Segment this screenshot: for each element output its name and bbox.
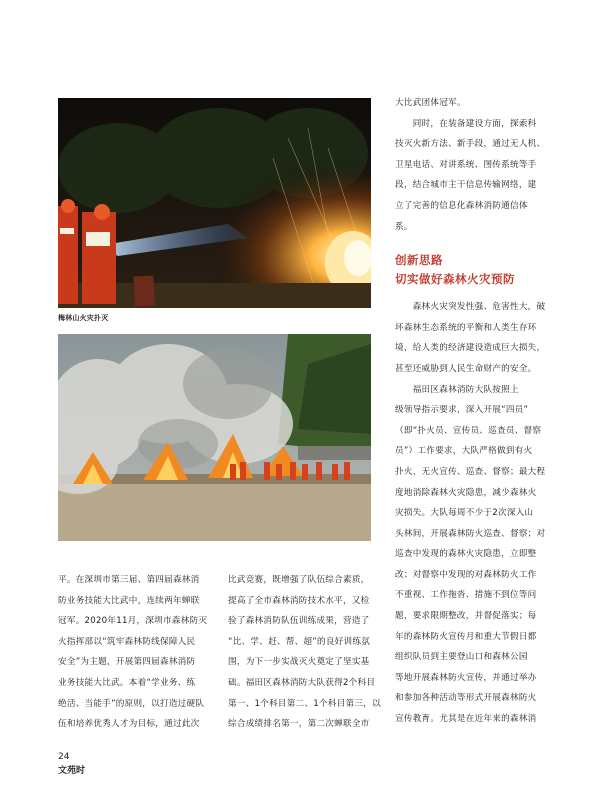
text-line: 大比武团体冠军。: [395, 98, 466, 108]
text-line: 冠军。2020年11月，深圳市森林防灭: [58, 616, 208, 627]
text-line: 和参加各种活动等形式开展森林防火: [395, 693, 537, 704]
text-line: 系。: [395, 221, 413, 232]
text-line: 组织队员到主要登山口和森林公园: [395, 652, 528, 663]
text-line: 平。在深圳市第三届、第四届森林消: [58, 575, 200, 585]
text-line: 综合成绩排名第一，第二次蝉联全市: [228, 719, 370, 730]
forest-fire-drill-photo: [58, 334, 371, 541]
section-heading-line: 创新思路: [395, 253, 443, 268]
magazine-logo: 文苑时: [58, 766, 86, 776]
text-line: 灾损失。大队每周不少于2次深入山: [395, 508, 534, 519]
photo-caption: 梅林山火灾扑灭: [58, 314, 109, 322]
text-line: 业务技能大比武。本着“学业务、练: [58, 677, 196, 688]
text-line: 段，结合城市主干信息传输网络，建: [395, 180, 537, 191]
text-line: 年的森林防火宣传月和重大节假日都: [395, 631, 537, 642]
text-line: 度地消除森林火灾隐患，减少森林火: [395, 487, 537, 498]
text-line: 宣传教育。尤其是在近年来的森林消: [395, 714, 537, 725]
text-line: 巡查中发现的森林火灾隐患，立即整: [395, 549, 537, 560]
text-line: 福田区森林消防大队按照上: [395, 384, 519, 395]
firefighting-night-photo: [58, 98, 371, 308]
text-line: 防业务技能大比武中，连续两年蝉联: [58, 595, 200, 606]
text-line: 安全”为主题，开展第四届森林消防: [58, 657, 196, 668]
text-line: 验了森林消防队伍训练成果，营造了: [228, 616, 370, 627]
text-line: 础。福田区森林消防大队获得2个科目: [228, 677, 376, 688]
text-line: 员”）工作要求，大队严格做到有火: [395, 446, 533, 457]
text-line: 火指挥部以“筑牢森林防线保障人民: [58, 636, 196, 647]
text-line: 头林间，开展森林防火巡查、督察；对: [395, 528, 546, 539]
article-column-right: [395, 93, 545, 730]
text-line: 第一、1个科目第二、1个科目第三，以: [228, 698, 381, 709]
text-line: 森林火灾突发性强、危害性大，破: [395, 302, 546, 313]
text-line: 题，要求限期整改，并督促落实；每: [395, 611, 537, 622]
text-line: 扑火，无火宣传、巡查、督察；最大程: [395, 466, 546, 477]
text-line: 改；对督察中发现的对森林防火工作: [395, 569, 537, 580]
text-line: （即“扑火员、宣传员、巡查员、督察: [395, 425, 542, 436]
text-line: “比、学、赶、帮、超”的良好训练氛: [228, 636, 371, 647]
text-line: 坏森林生态系统的平衡和人类生存环: [395, 322, 537, 333]
text-line: 卫星电话、对讲系统、图传系统等手: [395, 159, 537, 170]
text-line: 围，为下一步实战灭火奠定了坚实基: [228, 657, 370, 668]
text-line: 伍和培养优秀人才为目标，通过此次: [58, 719, 200, 730]
section-heading-line: 切实做好森林火灾预防: [395, 272, 515, 287]
text-line: 不重视、工作拖沓、措施不到位等问: [395, 590, 537, 601]
text-line: 甚至还威胁到人民生命财产的安全。: [395, 363, 537, 374]
text-line: 提高了全市森林消防技术水平，又检: [228, 595, 370, 606]
text-line: 等地开展森林防火宣传，并通过举办: [395, 672, 537, 683]
article-column-middle: [228, 570, 381, 735]
text-line: 同时，在装备建设方面，探索科: [395, 118, 537, 129]
page-number: 24: [58, 752, 70, 762]
text-line: 比武竞赛，既增强了队伍综合素质，: [228, 575, 370, 585]
text-line: 绝活、当能手”的原则，以打造过硬队: [58, 698, 205, 709]
text-line: 境，给人类的经济建设造成巨大损失，: [395, 343, 546, 354]
text-line: 级领导指示要求，深入开展“四员”: [395, 405, 529, 416]
section-heading: [395, 251, 545, 289]
article-column-left: [58, 570, 208, 735]
text-line: 技灭火新方法、新手段，通过无人机、: [395, 139, 546, 150]
text-line: 立了完善的信息化森林消防通信体: [395, 200, 528, 211]
